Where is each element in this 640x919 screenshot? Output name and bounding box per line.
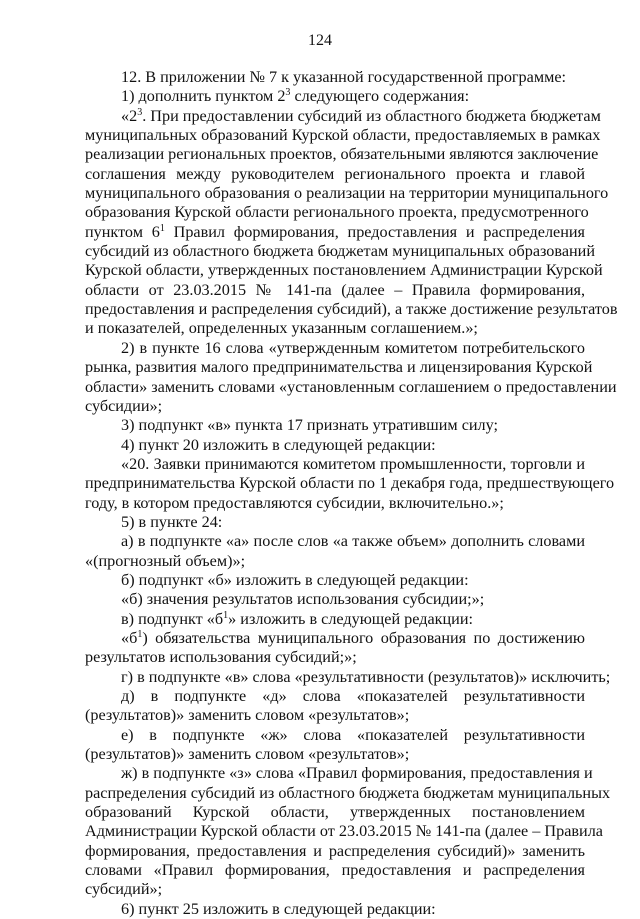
text-line: г) в подпункте «в» слова «результативности (результатов)» исключить;	[121, 667, 611, 686]
text-line: б) подпункт «б» изложить в следующей редакции:	[121, 570, 469, 589]
text-fragment: в) подпункт «б	[121, 609, 224, 628]
text-line: результатов использования субсидий;»;	[85, 648, 357, 667]
text-line: соглашения между руководителем регионального проекта и главой	[85, 164, 585, 183]
text-line: (результатов)» заменить словом «результатов»;	[85, 745, 410, 764]
text-line: распределения субсидий из областного бюджета бюджетам муниципальных	[85, 783, 611, 802]
text-line: предоставления и распределения субсидий), а также достижение результатов	[85, 300, 618, 319]
text-fragment: 1) дополнить пунктом 2	[121, 87, 286, 106]
text-line: 2) в пункте 16 слова «утвержденным комитетом потребительского	[121, 338, 585, 357]
superscript-index: 1	[223, 609, 229, 621]
text-fragment: пунктом 6	[85, 222, 160, 241]
text-line: формирования, предоставления и распределения субсидий)» заменить	[85, 841, 585, 860]
text-line: а) в подпункте «а» после слов «а также объем» дополнить словами	[121, 532, 585, 551]
superscript-index: 1	[137, 628, 143, 640]
text-line: е) в подпункте «ж» слова «показателей результативности	[121, 725, 585, 744]
text-line: 3) подпункт «в» пункта 17 признать утратившим силу;	[121, 416, 499, 435]
text-line: Курской области, утвержденных постановлением Администрации Курской	[85, 261, 603, 280]
text-line: 5) в пункте 24:	[121, 512, 223, 531]
text-line	[85, 106, 601, 126]
text-line: (результатов)» заменить словом «результатов»;	[85, 706, 410, 725]
text-line	[85, 223, 585, 242]
text-line: ж) в подпункте «з» слова «Правил формирования, предоставления и	[121, 764, 593, 783]
text-line	[85, 87, 585, 106]
text-fragment: следующего содержания:	[290, 87, 470, 106]
text-line: субсидии»;	[85, 396, 163, 415]
text-line: области от 23.03.2015 № 141-па (далее – Правила формирования,	[85, 280, 585, 299]
document-body	[85, 68, 618, 919]
text-fragment: Правил формирования, предоставления и распределения	[164, 222, 586, 241]
text-line: реализации региональных проектов, обязательными являются заключение	[85, 145, 599, 164]
text-line: муниципального образования о реализации на территории муниципального	[85, 184, 609, 203]
text-line: словами «Правил формирования, предоставления и распределения	[85, 861, 585, 880]
superscript-index: 1	[159, 222, 165, 234]
text-line: году, в котором предоставляются субсидии, включительно.»;	[85, 493, 504, 512]
text-line: и показателей, определенных указанным соглашением.»;	[85, 319, 478, 338]
text-fragment: «б	[121, 628, 138, 647]
text-line: предпринимательства Курской области по 1 декабря года, предшествующего	[85, 474, 615, 493]
text-line: 12. В приложении № 7 к указанной государственной программе:	[121, 68, 567, 86]
text-fragment: «2	[121, 106, 138, 125]
text-line: «20. Заявки принимаются комитетом промышленности, торговли и	[121, 454, 585, 473]
text-line	[85, 629, 585, 648]
superscript-index: 3	[137, 106, 143, 118]
text-line: субсидий из областного бюджета бюджетам муниципальных образований	[85, 242, 595, 261]
text-fragment: » изложить в следующей редакции:	[228, 609, 473, 628]
text-fragment: ) обязательства муниципального образования по достижению	[142, 628, 585, 647]
text-line: д) в подпункте «д» слова «показателей результативности	[121, 687, 585, 705]
text-line: образований Курской области, утвержденных постановлением	[85, 803, 585, 822]
text-line: субсидий»;	[85, 880, 163, 899]
text-line: области» заменить словами «установленным соглашением о предоставлении	[85, 377, 617, 396]
text-line: рынка, развития малого предпринимательства и лицензирования Курской	[85, 358, 593, 377]
superscript-index: 3	[285, 87, 291, 99]
text-line: Администрации Курской области от 23.03.2015 № 141-па (далее – Правила	[85, 822, 603, 841]
text-line: образования Курской области регионального проекта, предусмотренного	[85, 203, 589, 222]
text-line: 4) пункт 20 изложить в следующей редакции:	[121, 435, 436, 454]
text-line: «б) значения результатов использования субсидии;»;	[121, 590, 485, 609]
text-line: муниципальных образований Курской области, предоставляемых в рамках	[85, 126, 601, 145]
text-line: «(прогнозный объем)»;	[85, 551, 246, 570]
page-number: 124	[308, 32, 332, 49]
text-fragment: . При предоставлении субсидий из областного бюджета бюджетам	[142, 106, 601, 125]
text-line	[85, 610, 585, 629]
text-line: 6) пункт 25 изложить в следующей редакции:	[121, 899, 436, 918]
